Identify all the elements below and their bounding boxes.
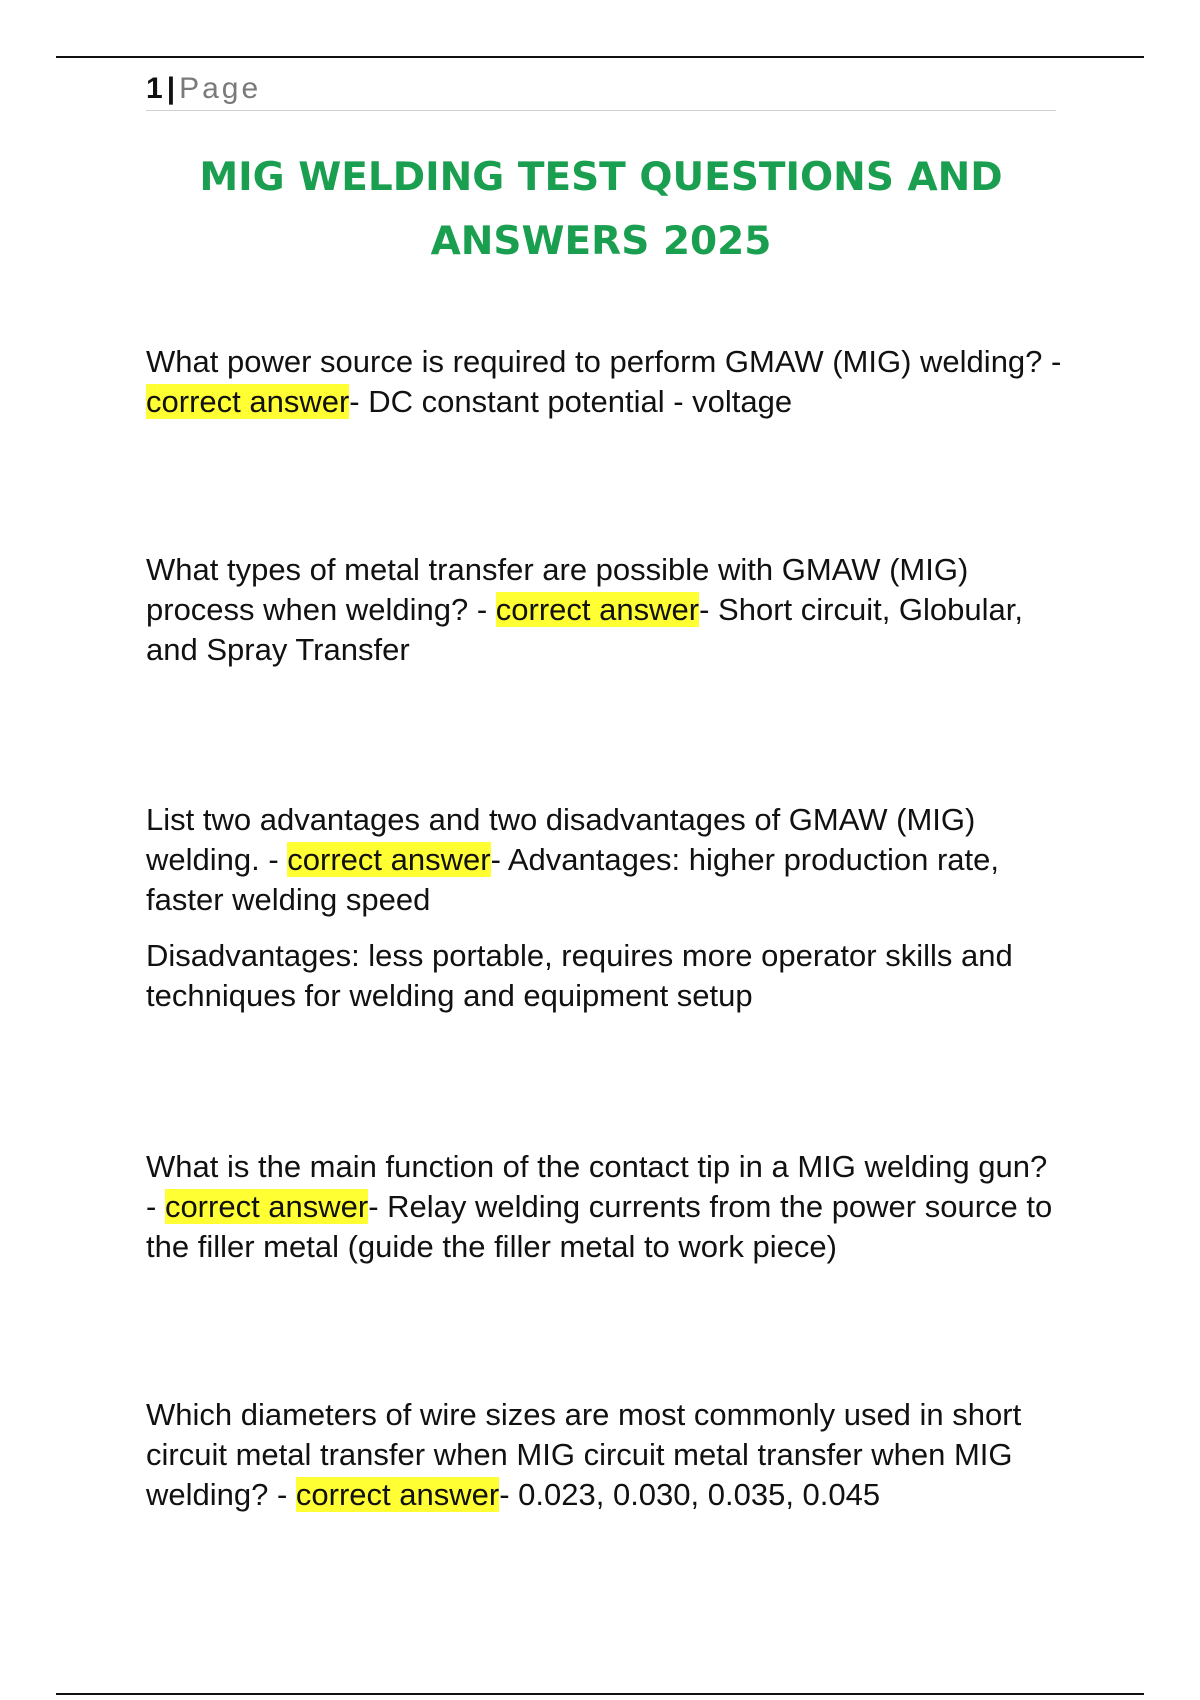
qa-paragraph	[146, 1147, 1066, 1267]
qa-paragraph	[146, 550, 1066, 670]
bottom-rule	[56, 1693, 1144, 1695]
answer-text: - Relay welding currents from the power source to the filler metal (guide the filler metal to work piece)	[146, 1189, 1053, 1264]
qa-item-2	[146, 550, 1066, 670]
qa-paragraph	[146, 342, 1066, 422]
correct-answer-marker: correct answer	[295, 1477, 500, 1512]
answer-text: - DC constant potential - voltage	[349, 384, 793, 419]
qa-item-4	[146, 1147, 1066, 1267]
page-number: 1	[146, 72, 163, 105]
question-text: What is the main function of the contact tip in a MIG welding gun? -	[146, 1149, 1048, 1224]
qa-paragraph	[146, 800, 1066, 920]
correct-answer-marker: correct answer	[164, 1189, 369, 1224]
question-text: What types of metal transfer are possible with GMAW (MIG) process when welding? -	[146, 552, 969, 627]
qa-item-1	[146, 342, 1066, 422]
answer-continuation: Disadvantages: less portable, requires more operator skills and techniques for welding and equipment setup	[146, 938, 1013, 1013]
top-rule	[56, 56, 1144, 58]
answer-text: - 0.023, 0.030, 0.035, 0.045	[499, 1477, 881, 1512]
correct-answer-marker: correct answer	[146, 384, 350, 419]
answer-text: - Advantages: higher production rate, faster welding speed	[146, 842, 999, 917]
correct-answer-marker: correct answer	[287, 842, 491, 877]
qa-item-5	[146, 1395, 1066, 1515]
correct-answer-marker: correct answer	[495, 592, 700, 627]
document-title: MIG WELDING TEST QUESTIONS AND ANSWERS 2025	[199, 155, 1003, 264]
page-header	[146, 68, 1056, 111]
question-text: Which diameters of wire sizes are most commonly used in short circuit metal transfer when MIG circuit metal transfer when MIG welding? -	[146, 1397, 1022, 1512]
page-label: Page	[179, 72, 262, 105]
question-text: What power source is required to perform GMAW (MIG) welding? -	[146, 344, 1062, 379]
page-separator: |	[166, 72, 176, 105]
qa-item-3	[146, 800, 1066, 1016]
question-text: List two advantages and two disadvantages of GMAW (MIG) welding. -	[146, 802, 976, 877]
answer-text: - Short circuit, Globular, and Spray Transfer	[146, 592, 1023, 667]
qa-paragraph	[146, 1395, 1066, 1515]
